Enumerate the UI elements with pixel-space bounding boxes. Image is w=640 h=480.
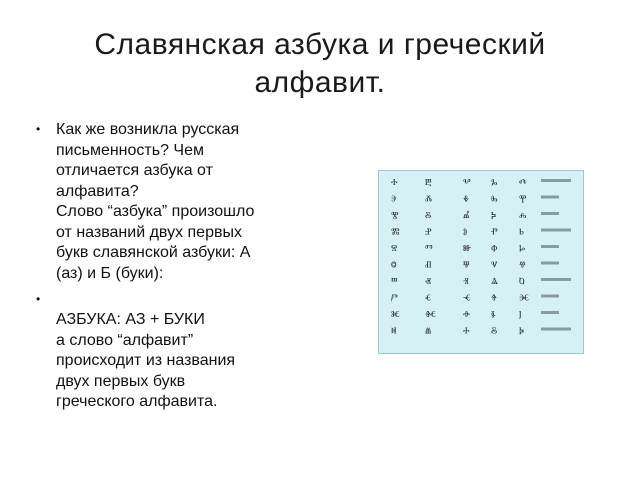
alphabet-glyph-grid bbox=[379, 171, 583, 353]
glyph-mark: ⱚ bbox=[463, 308, 470, 322]
bullet-1-line: алфавита? bbox=[56, 182, 139, 200]
glyph-mark: ⱏ bbox=[425, 275, 431, 289]
glyph-mark: ⱗ bbox=[519, 291, 530, 306]
bullet-1-line: Слово “азбука” произошло bbox=[56, 203, 255, 220]
bullet-1-line: Как же возникла русская bbox=[56, 121, 240, 138]
glyph-note-mark bbox=[541, 179, 571, 182]
glyph-mark: ⰽ bbox=[519, 324, 525, 339]
glyph-mark: ⱝ bbox=[391, 324, 397, 339]
bullet-2-line: происходит из названия bbox=[56, 352, 236, 369]
glyph-mark: ⱁ bbox=[463, 225, 468, 240]
bullet-item-1 bbox=[34, 120, 334, 284]
glyph-note-mark bbox=[541, 278, 571, 281]
glyph-mark: ⰺ bbox=[391, 209, 399, 223]
glyph-note-mark bbox=[541, 328, 571, 331]
glyph-mark: ⱄ bbox=[391, 242, 398, 256]
glyph-mark: ⱂ bbox=[491, 225, 498, 240]
glyph-note-mark bbox=[541, 196, 559, 199]
glyph-mark: ⱀ bbox=[425, 225, 432, 240]
glyph-note-mark bbox=[541, 295, 559, 298]
alphabet-table-image bbox=[378, 170, 584, 354]
glyph-note-mark bbox=[541, 262, 559, 265]
glyph-mark: ⱅ bbox=[425, 242, 433, 256]
glyph-mark: ⱊ bbox=[425, 258, 432, 273]
bullet-1-line: букв славянской азбуки: А bbox=[56, 244, 251, 261]
glyph-mark: ⰶ bbox=[425, 192, 432, 207]
bullet-1-line: письменность? Чем bbox=[56, 141, 204, 159]
glyph-mark: ⰾ bbox=[519, 209, 527, 223]
slide-title-line-1: Славянская азбука и греческий bbox=[94, 28, 546, 61]
glyph-note-mark bbox=[541, 311, 559, 314]
glyph-mark: ⱕ bbox=[463, 291, 471, 306]
glyph-mark: ⱈ bbox=[519, 242, 526, 256]
slide-title-line-2: алфавит. bbox=[254, 66, 386, 99]
glyph-mark: ⱆ bbox=[463, 242, 472, 256]
bullet-2-line: греческого алфавита. bbox=[56, 393, 218, 410]
slide-title bbox=[20, 26, 620, 102]
bullet-2-line: а слово “алфавит” bbox=[56, 331, 194, 349]
glyph-mark: ⱘ bbox=[391, 308, 400, 322]
glyph-mark: ⱔ bbox=[425, 291, 432, 306]
glyph-mark: ⰿ bbox=[391, 225, 400, 240]
glyph-note-mark bbox=[541, 245, 559, 248]
glyph-mark: ⰽ bbox=[491, 209, 497, 223]
glyph-mark: ⱍ bbox=[519, 258, 526, 273]
bullet-2-line: АЗБУКА: АЗ + БУКИ bbox=[56, 311, 205, 328]
glyph-mark: ⰻ bbox=[425, 209, 432, 223]
glyph-mark: ⰰ bbox=[391, 176, 398, 190]
bullet-list bbox=[34, 120, 334, 413]
bullet-dot-icon: • bbox=[36, 122, 41, 136]
glyph-mark: ⰰ bbox=[463, 324, 470, 339]
glyph-note-mark bbox=[541, 212, 559, 215]
bullet-1-line: от названий двух первых bbox=[56, 223, 242, 241]
glyph-note-mark bbox=[541, 229, 571, 232]
bullet-dot-icon: • bbox=[36, 292, 41, 306]
bullet-1-line: отличается азбука от bbox=[56, 162, 213, 179]
glyph-mark: ⰼ bbox=[463, 209, 470, 223]
glyph-mark: ⱋ bbox=[463, 258, 470, 273]
glyph-mark: ⰵ bbox=[391, 192, 397, 207]
glyph-mark: ⱞ bbox=[425, 324, 432, 339]
glyph-mark: ⱜ bbox=[519, 308, 522, 322]
glyph-mark: ⰹ bbox=[519, 192, 527, 207]
bullet-1-line: (аз) и Б (буки): bbox=[56, 264, 164, 282]
glyph-mark: ⰸ bbox=[491, 192, 498, 207]
glyph-mark: ⱐ bbox=[463, 275, 469, 289]
glyph-mark: ⱒ bbox=[519, 275, 525, 289]
glyph-mark: ⰻ bbox=[491, 324, 498, 339]
glyph-mark: ⱓ bbox=[391, 291, 398, 306]
glyph-mark: ⰱ bbox=[425, 176, 432, 190]
glyph-mark: ⱇ bbox=[491, 242, 498, 256]
glyph-mark: ⱃ bbox=[519, 225, 524, 240]
glyph-mark: ⱎ bbox=[391, 275, 398, 289]
glyph-mark: ⰲ bbox=[463, 176, 471, 190]
glyph-mark: ⱑ bbox=[491, 275, 498, 289]
glyph-mark: ⰴ bbox=[519, 176, 527, 190]
glyph-mark: ⱉ bbox=[391, 258, 397, 273]
bullet-2-line: двух первых букв bbox=[56, 372, 186, 390]
glyph-mark: ⰷ bbox=[463, 192, 469, 207]
glyph-mark: ⱙ bbox=[425, 308, 437, 322]
glyph-mark: ⱛ bbox=[491, 308, 496, 322]
bullet-item-2 bbox=[34, 290, 334, 413]
glyph-mark: ⰳ bbox=[491, 176, 498, 190]
glyph-mark: ⱖ bbox=[491, 291, 497, 306]
glyph-mark: ⱌ bbox=[491, 258, 498, 273]
